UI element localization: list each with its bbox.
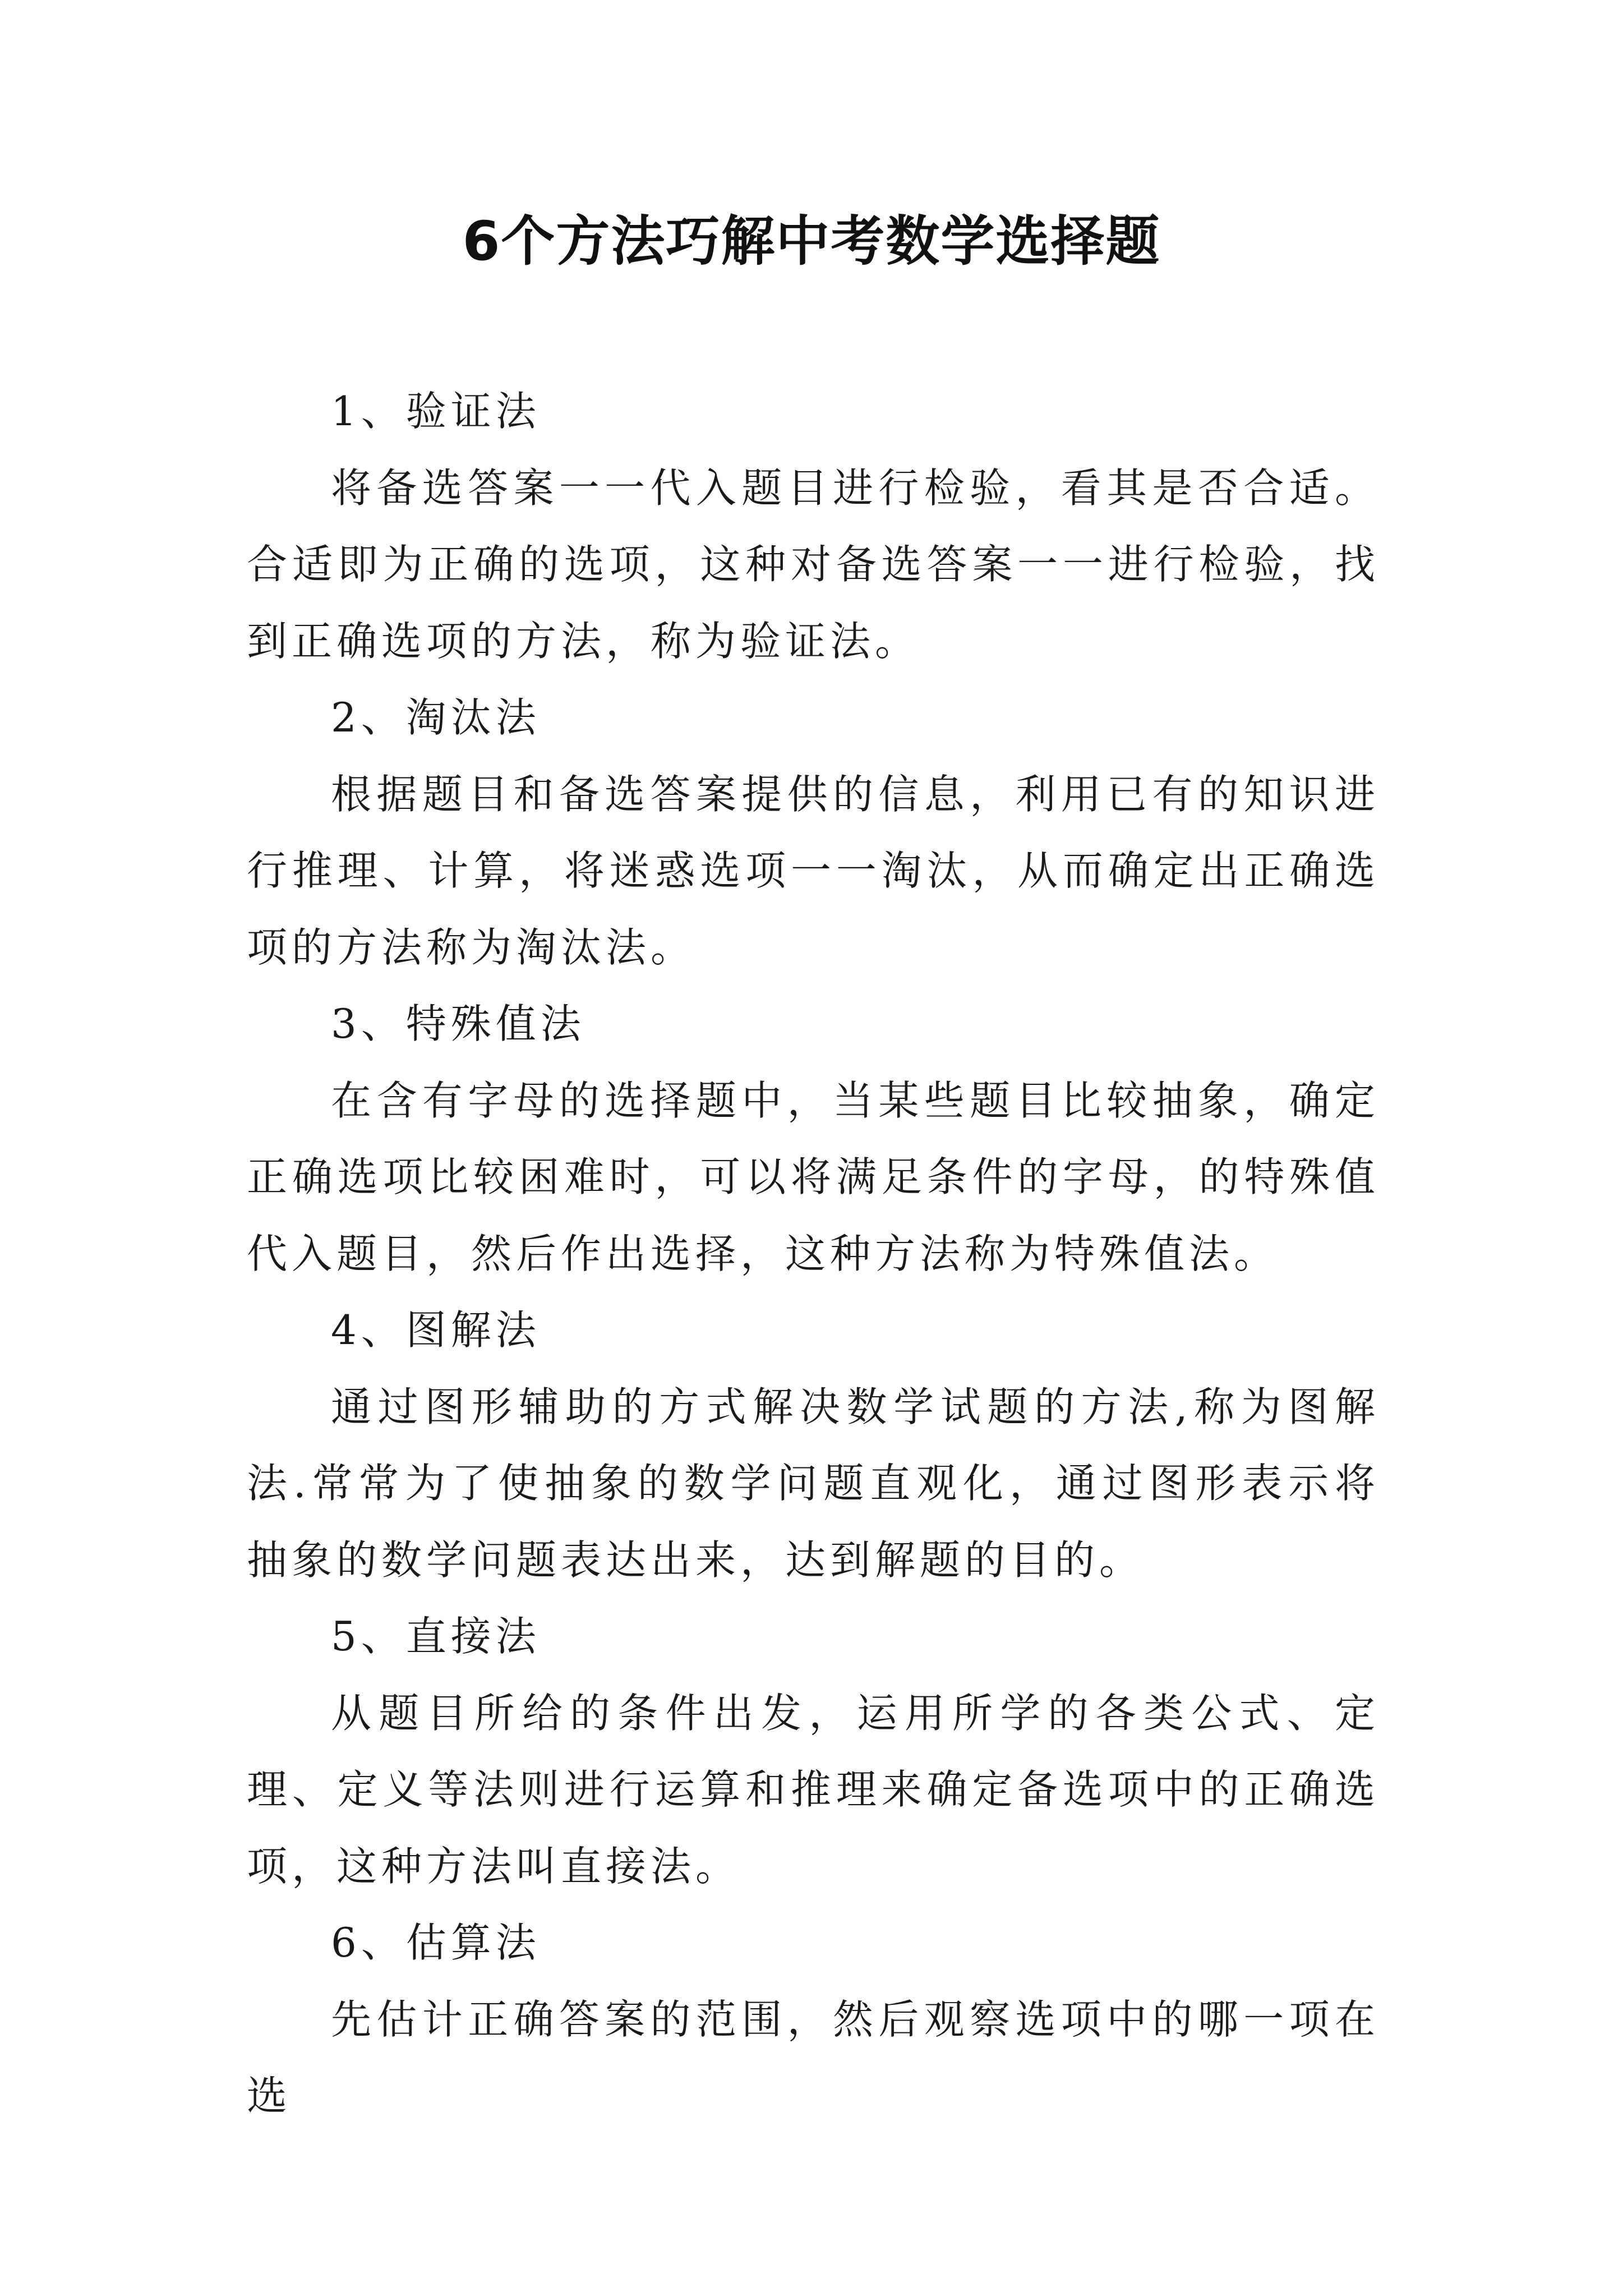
section-heading-elimination: 2、淘汰法 [331, 694, 541, 741]
section-body-direct: 从题目所给的条件出发，运用所学的各类公式、定理、定义等法则进行运算和推理来确定备选项中的正确选项，这种方法叫直接法。 [247, 1689, 1380, 1890]
section-heading-verification: 1、验证法 [331, 388, 541, 435]
section-body-estimation: 先估计正确答案的范围，然后观察选项中的哪一项在选 [247, 1995, 1380, 2119]
section-heading-direct: 5、直接法 [331, 1613, 541, 1660]
section-heading-estimation: 6、估算法 [331, 1919, 541, 1966]
section-body-graphical: 通过图形辅助的方式解决数学试题的方法,称为图解法.常常为了使抽象的数学问题直观化，通过图形表示将抽象的数学问题表达出来，达到解题的目的。 [247, 1383, 1380, 1584]
section-body-special-value: 在含有字母的选择题中，当某些题目比较抽象，确定正确选项比较困难时，可以将满足条件的字母，的特殊值代入题目，然后作出选择，这种方法称为特殊值法。 [247, 1076, 1380, 1277]
document-title: 6个方法巧解中考数学选择题 [462, 210, 1161, 273]
section-body-elimination: 根据题目和备选答案提供的信息，利用已有的知识进行推理、计算，将迷惑选项一一淘汰，从而确定出正确选项的方法称为淘汰法。 [247, 770, 1380, 971]
section-heading-graphical: 4、图解法 [331, 1306, 541, 1354]
section-body-verification: 将备选答案一一代入题目进行检验，看其是否合适。合适即为正确的选项，这种对备选答案一一进行检验，找到正确选项的方法，称为验证法。 [247, 464, 1380, 665]
section-heading-special-value: 3、特殊值法 [331, 1000, 585, 1047]
document-body [247, 373, 1380, 2134]
